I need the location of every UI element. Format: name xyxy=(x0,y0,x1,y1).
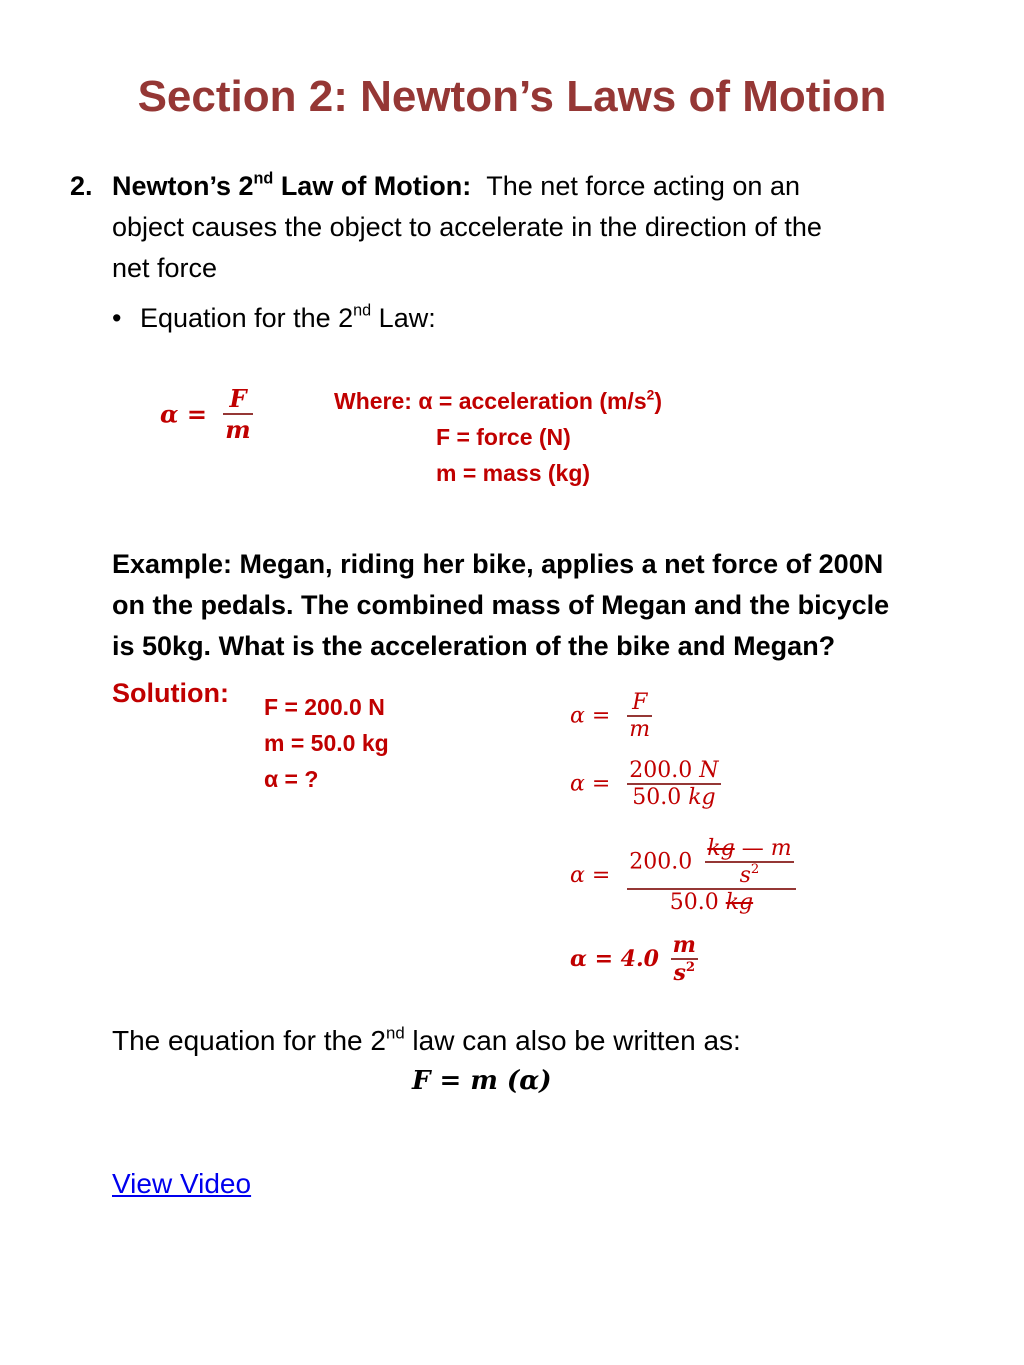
view-video-link[interactable]: View Video xyxy=(112,1168,252,1199)
example-line-3: is 50kg. What is the acceleration of the bike and Megan? xyxy=(112,631,836,661)
bullet-post: Law: xyxy=(371,303,436,333)
result-unit-s-sup: 2 xyxy=(685,959,696,975)
law-line-1 xyxy=(112,166,800,207)
main-formula-numerator: F xyxy=(229,384,247,413)
list-number: 2. xyxy=(70,171,93,201)
bullet-equation-label xyxy=(140,298,436,339)
step-1-fraction xyxy=(627,690,652,742)
law-heading-pre: Newton’s 2 xyxy=(112,171,254,201)
law-heading xyxy=(112,171,471,201)
step-3-unit-kg-cancelled: kg xyxy=(707,836,735,861)
step-2-den-unit: kg xyxy=(688,785,716,810)
step-3-unit-m: m xyxy=(770,836,792,861)
alt-form-pre: The equation for the 2 xyxy=(112,1025,386,1056)
page-title: Section 2: Newton’s Laws of Motion xyxy=(137,72,887,121)
law-desc-2: object causes the object to accelerate in the direction of the xyxy=(112,212,822,242)
step-3-lhs: α = xyxy=(570,863,611,888)
given-mass: m = 50.0 kg xyxy=(264,730,389,756)
step-3-unit-denominator xyxy=(705,861,793,888)
example-line-2: on the pedals. The combined mass of Megan and the bicycle xyxy=(112,590,890,620)
step-3-unit-fraction xyxy=(705,836,793,888)
where-line-1-pre: Where: α = acceleration (m/s xyxy=(334,388,647,414)
step-3-denominator xyxy=(627,888,795,915)
alt-form-post: law can also be written as: xyxy=(404,1025,741,1056)
step-2-fraction xyxy=(627,758,720,810)
step-1-lhs: α = xyxy=(570,703,611,729)
example-line-1: Example: Megan, riding her bike, applies a net force of 200N xyxy=(112,549,884,579)
step-3-unit-dash: — xyxy=(741,836,764,861)
step-3-den-kg-cancelled: kg xyxy=(725,890,754,915)
solution-step-1 xyxy=(570,690,652,742)
solution-step-2 xyxy=(570,758,721,810)
result-lhs: α = 4.0 xyxy=(570,946,659,972)
step-2-denominator xyxy=(627,783,720,810)
main-formula-fraction xyxy=(223,384,252,444)
solution-result xyxy=(570,932,698,986)
law-desc-3: net force xyxy=(112,253,218,283)
step-3-den-value: 50.0 xyxy=(669,890,719,915)
result-unit-fraction xyxy=(671,932,698,986)
main-formula xyxy=(160,384,253,444)
where-line-1-sup: 2 xyxy=(646,387,655,403)
where-line-1-post: ) xyxy=(654,388,662,414)
law-heading-sup: nd xyxy=(253,169,274,188)
step-3-numerator xyxy=(627,836,795,888)
bullet-marker: • xyxy=(112,303,122,333)
step-1-denominator: m xyxy=(629,717,651,742)
step-2-num-value: 200.0 xyxy=(629,758,693,783)
law-desc-1: The net force acting on an xyxy=(486,171,800,201)
step-1-numerator: F xyxy=(632,690,648,715)
alt-form-sup: nd xyxy=(385,1023,405,1043)
alt-form-text xyxy=(112,1020,741,1061)
result-unit-denominator xyxy=(671,958,698,986)
step-2-numerator xyxy=(627,758,720,783)
given-force: F = 200.0 N xyxy=(264,694,385,720)
result-unit-m: m xyxy=(672,932,696,958)
bullet-sup: nd xyxy=(353,301,372,320)
solution-label: Solution: xyxy=(112,678,229,708)
law-heading-post: Law of Motion: xyxy=(273,171,472,201)
step-3-unit-numerator xyxy=(705,836,793,861)
step-3-fraction xyxy=(627,836,795,915)
step-3-num-value: 200.0 xyxy=(629,849,693,875)
main-formula-denominator: m xyxy=(225,415,251,444)
step-3-unit-s: s xyxy=(739,863,751,888)
given-acceleration: α = ? xyxy=(264,766,319,792)
step-2-lhs: α = xyxy=(570,771,611,797)
main-formula-lhs: α = xyxy=(160,399,207,429)
where-line-3: m = mass (kg) xyxy=(436,460,591,486)
where-line-2: F = force (N) xyxy=(436,424,571,450)
bullet-pre: Equation for the 2 xyxy=(140,303,354,333)
where-line-1 xyxy=(334,388,662,415)
solution-step-3 xyxy=(570,836,796,915)
alt-formula: F = m (α) xyxy=(412,1066,552,1096)
step-2-num-unit: N xyxy=(699,758,719,783)
result-unit-s: s xyxy=(673,960,686,986)
step-3-unit-s-sup: 2 xyxy=(750,861,760,877)
step-2-den-value: 50.0 xyxy=(632,785,682,810)
